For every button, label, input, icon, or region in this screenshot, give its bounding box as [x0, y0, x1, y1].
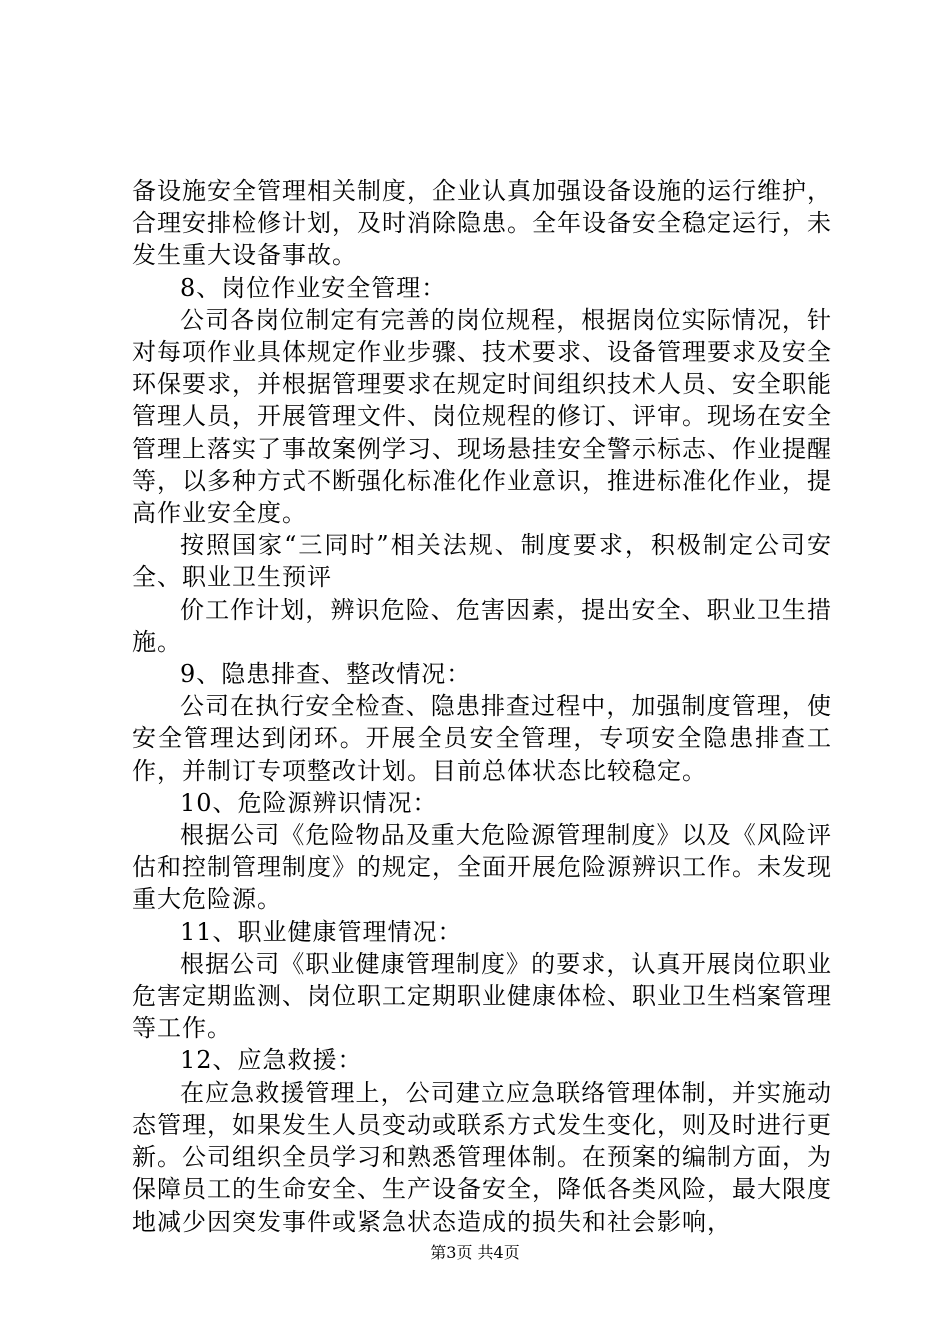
heading-emergency-rescue: 12、应急救援：	[180, 1046, 363, 1075]
heading-hazard-inspection: 9、隐患排查、整改情况：	[180, 660, 472, 689]
heading-occupational-health: 11、职业健康管理情况：	[180, 917, 463, 946]
paragraph-hazard-inspection: 公司在执行安全检查、隐患排查过程中，加强制度管理，使安全管理达到闭环。开展全员安全管理，专项安全隐患排查工作，并制订专项整改计划。目前总体状态比较稳定。	[132, 692, 832, 785]
paragraph-three-simultaneous: 按照国家“三同时”相关法规、制度要求，积极制定公司安全、职业卫生预评	[132, 531, 832, 592]
document-body	[132, 175, 832, 1238]
paragraph-occupational-health: 根据公司《职业健康管理制度》的要求，认真开展岗位职业危害定期监测、岗位职工定期职业健康体检、职业卫生档案管理等工作。	[132, 949, 832, 1043]
heading-danger-source: 10、危险源辨识情况：	[180, 788, 438, 817]
page-footer	[0, 1240, 950, 1263]
page-number-label: 第3页 共4页	[430, 1243, 520, 1262]
heading-post-operation-safety: 8、岗位作业安全管理：	[180, 273, 447, 302]
paragraph-evaluation-plan: 价工作计划，辨识危险、危害因素，提出安全、职业卫生措施。	[132, 595, 832, 656]
paragraph-danger-source: 根据公司《危险物品及重大危险源管理制度》以及《风险评估和控制管理制度》的规定，全面开展危险源辨识工作。未发现重大危险源。	[132, 821, 832, 914]
paragraph-equipment-cont: 备设施安全管理相关制度，企业认真加强设备设施的运行维护，合理安排检修计划，及时消除隐患。全年设备安全稳定运行，未发生重大设备事故。	[132, 177, 832, 270]
paragraph-post-operation-safety: 公司各岗位制定有完善的岗位规程，根据岗位实际情况，针对每项作业具体规定作业步骤、技术要求、设备管理要求及安全环保要求，并根据管理要求在规定时间组织技术人员、安全职能管理人员，开展管理文件、岗位规程的修订、评审。现场在安全管理上落实了事故案例学习、现场悬挂安全警示标志、作业提醒等，以多种方式不断强化标准化作业意识，推进标准化作业，提高作业安全度。	[132, 305, 832, 528]
paragraph-emergency-rescue: 在应急救援管理上，公司建立应急联络管理体制，并实施动态管理，如果发生人员变动或联系方式发生变化，则及时进行更新。公司组织全员学习和熟悉管理体制。在预案的编制方面，为保障员工的生命安全、生产设备安全，降低各类风险，最大限度地减少因突发事件或紧急状态造成的损失和社会影响，	[132, 1078, 832, 1236]
